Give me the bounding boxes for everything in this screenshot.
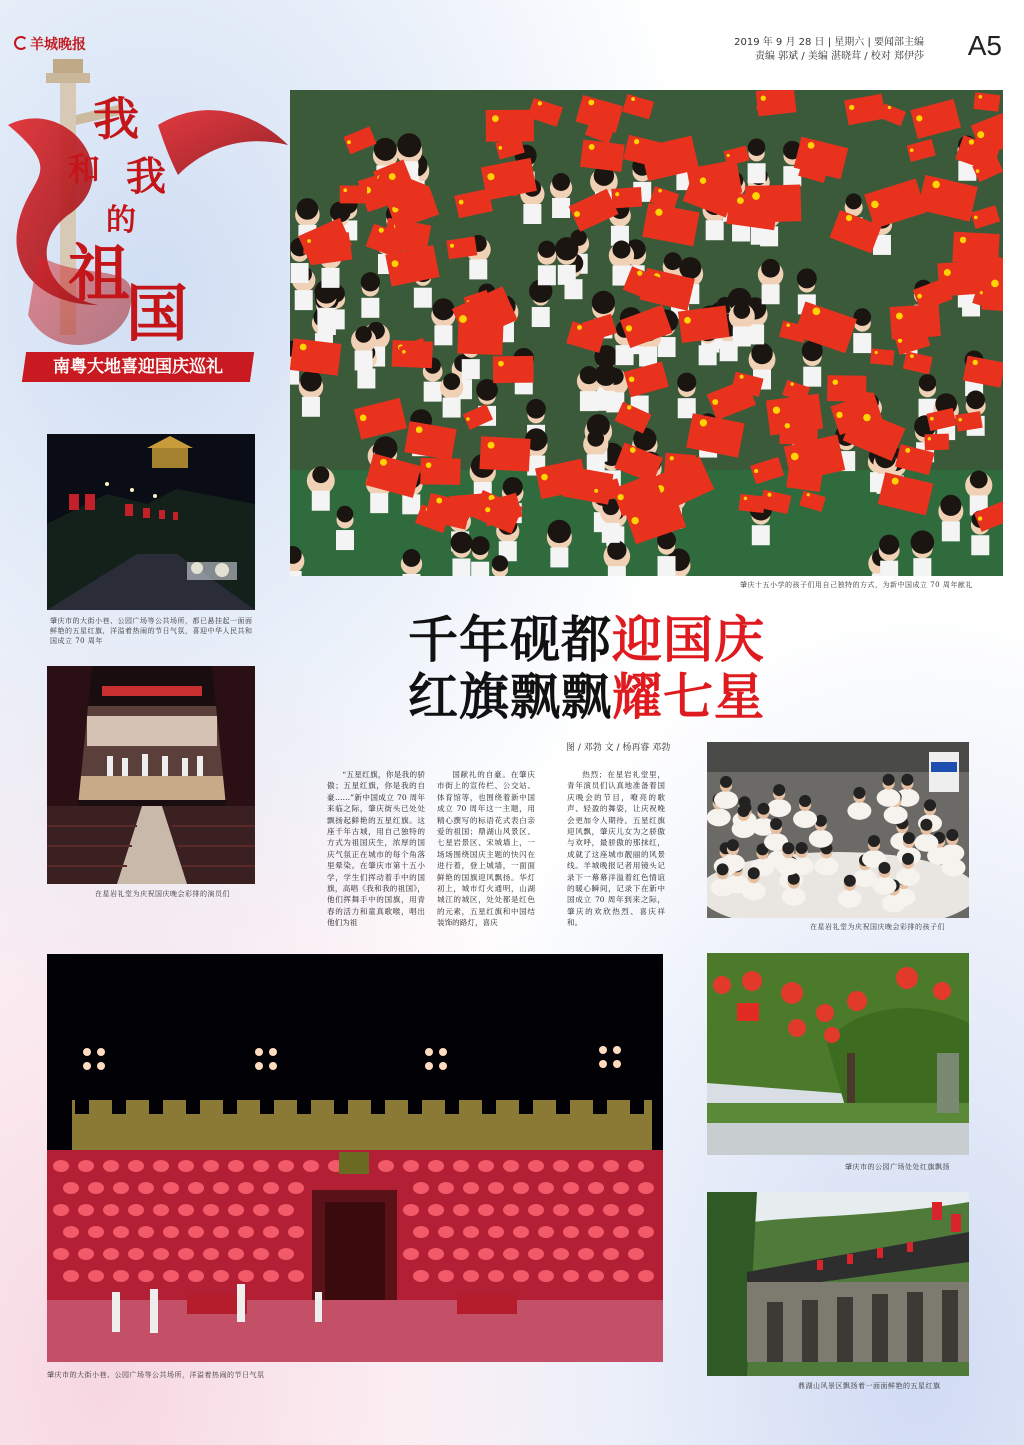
title-char-4: 的 [106, 203, 136, 238]
title-char-6: 国 [126, 277, 189, 350]
section-banner-text: 南粤大地喜迎国庆巡礼 [53, 357, 223, 377]
headline-line-1-black: 千年砚都 [408, 611, 612, 669]
night-street-caption: 肇庆市的大街小巷、公园广场等公共场所，都已悬挂起一面面鲜艳的五星红旗，洋溢着热闹的节日气氛，喜迎中华人民共和国成立 70 周年 [50, 617, 253, 645]
article-column-3-text: 热烈；在星岩礼堂里，青年演员们认真地准备着国庆晚会的节目，嘹亮的歌声、轻盈的舞姿，让庆祝晚会更加令人期待。五星红旗迎风飘，肇庆儿女为之骄傲与欢呼，最骄傲的那抹红，成就了这座城市靓丽的风景线。羊城晚报记者用镜头记录下一幕幕洋溢着红色情谊的暖心瞬间，记录下在新中国成立 70 周年到来之际，肇庆的欢欣热烈、喜庆祥和。 [567, 770, 665, 928]
title-char-1: 我 [93, 92, 139, 146]
byline: 图 / 邓勃 文 / 杨再睿 邓勃 [566, 743, 671, 753]
photo-mountain-bridge [707, 1192, 969, 1376]
headline-line-2-red: 耀七星 [612, 668, 765, 726]
park-caption: 肇庆市的公园广场处处红旗飘扬 [845, 1163, 950, 1171]
bridge-caption: 鼎湖山风景区飘扬着一面面鲜艳的五星红旗 [798, 1382, 941, 1390]
headline-line-2 [408, 669, 765, 726]
logo-icon [14, 36, 28, 50]
main-photo-caption: 肇庆十五小学的孩子们用自己独特的方式，为新中国成立 70 周年献礼 [740, 581, 973, 589]
dancers-caption: 在星岩礼堂为庆祝国庆晚会彩排的孩子们 [810, 923, 945, 931]
article-column-2 [437, 769, 535, 929]
photo-park-flags [707, 953, 969, 1155]
title-char-2: 和 [68, 150, 101, 188]
title-char-3: 我 [126, 153, 166, 200]
date-line: 2019 年 9 月 28 日 | 星期六 | 要闻部主编 [734, 37, 924, 48]
section-banner [22, 352, 254, 382]
headline-line-1-red: 迎国庆 [612, 611, 765, 669]
article-column-1 [327, 769, 425, 929]
main-photo-children-flags [290, 90, 1003, 576]
photo-night-street [47, 434, 255, 610]
page-number: A5 [967, 30, 1002, 61]
theater-caption: 在星岩礼堂为庆祝国庆晚会彩排的演员们 [95, 890, 230, 898]
newspaper-logo [14, 34, 86, 54]
header-meta [734, 36, 924, 64]
article-column-2-text: 国献礼的自豪。在肇庆市街上的宣传栏、公交站、体育馆等，也围绕着新中国成立 70 周年这一主题，用精心撰写的标语花式表白亲爱的祖国；鼎湖山风景区、七星岩景区、宋城墙上，一场场围绕国庆主题的快闪在进行着，登上城墙，一面面鲜艳的国旗迎风飘扬。华灯初上，城市灯火通明，山湖城江的城区，处处都是红色的元素，五星红旗和中国结装饰的路灯，喜庆 [437, 770, 535, 928]
staff-line: 责编 郭斌 / 美编 湛晓茸 / 校对 郑伊莎 [755, 51, 924, 62]
title-char-5: 祖 [68, 237, 131, 310]
article-column-3 [567, 769, 665, 929]
logo-text: 羊城晚报 [30, 37, 86, 53]
headline-line-2-black: 红旗飘飘 [408, 668, 612, 726]
photo-dancers [707, 742, 969, 918]
masthead-illustration [8, 55, 293, 390]
headline [408, 612, 765, 726]
masthead-art [8, 55, 293, 390]
city-wall-caption: 肇庆市的大街小巷、公园广场等公共场所，洋溢着热闹的节日气氛 [47, 1371, 265, 1379]
article-column-1-text: “五星红旗，你是我的骄傲；五星红旗，你是我的自豪……”新中国成立 70 周年来临之际，肇庆街头已处处飘扬起鲜艳的五星红旗。这座千年古城，用自己独特的方式为祖国庆生，浓厚的国庆气氛正在城市的每个角落里晕染。在肇庆市第十五小学，学生们挥动着手中的国旗，高唱《我和我的祖国》，他们挥舞手中的国旗，用青春的活力和童真歌喉，唱出他们为祖 [327, 770, 425, 928]
photo-city-wall-night [47, 954, 663, 1362]
headline-line-1 [408, 612, 765, 669]
photo-theater-rehearsal [47, 666, 255, 884]
